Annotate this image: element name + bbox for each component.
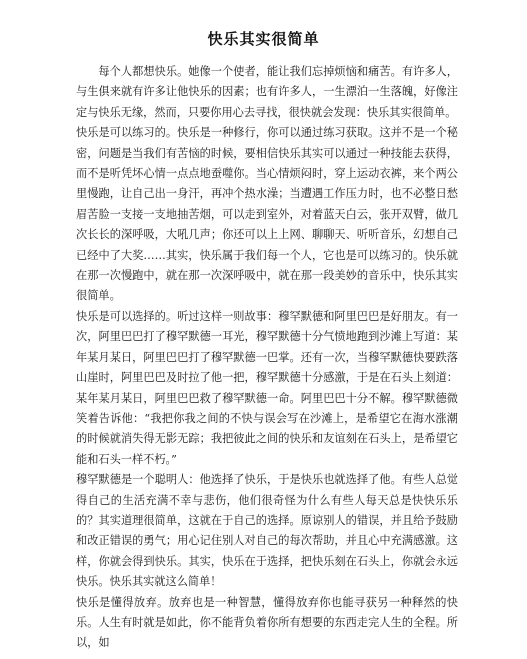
page-title: 快乐其实很简单 (207, 30, 320, 48)
paragraph-practice: 快乐是可以练习的。快乐是一种修行，你可以通过练习获取。这并不是一个秘密，问题是当我们有苦恼的时候，要相信快乐其实可以通过一种技能去获得，而不是听凭坏心情一点点地蚕噬你。当心情烦闷时，穿上运动衣裤，来个两公里慢跑，让自己出一身汗，再冲个热水澡；当遭遇工作压力时，也不必整日愁眉苦脸一支接一支地抽苦烟，可以走到室外，对着蓝天白云，张开双臂，做几次长长的深呼吸，大吼几声；你还可以上上网、聊聊天、听听音乐，幻想自己已经中了大奖……其实，快乐属于我们每一个人，它也是可以练习的。快乐就在那一次慢跑中，就在那一次深呼吸中，就在那一段美妙的音乐中，快乐其实很简单。 (76, 126, 458, 303)
paragraph-intro: 每个人都想快乐。她像一个使者，能让我们忘掉烦恼和痛苦。有许多人，与生俱来就有许多让他快乐的因素；也有许多人，一生漂泊一生落魄，好像注定与快乐无缘，然而，只要你用心去寻找，很快就会发现：快乐其实很简单。 (76, 65, 458, 119)
document-body (76, 62, 458, 654)
paragraph-choice-story: 快乐是可以选择的。听过这样一则故事：穆罕默德和阿里巴巴是好朋友。有一次，阿里巴巴打了穆罕默德一耳光，穆罕默德十分气愤地跑到沙滩上写道：某年某月某日，阿里巴巴打了穆罕默德一巴掌。还有一次，当穆罕默德快要跌落山崖时，阿里巴巴及时拉了他一把，穆罕默德十分感激，于是在石头上刻道：某年某月某日，阿里巴巴救了穆罕默德一命。阿里巴巴十分不解。穆罕默德微笑着告诉他：“我把你我之间的不快与误会写在沙滩上，是希望它在海水涨潮的时候就消失得无影无踪；我把彼此之间的快乐和友谊刻在石头上，是希望它能和石头一样不朽。” (76, 309, 458, 466)
paragraph-choice-reflection: 穆罕默德是一个聪明人：他选择了快乐，于是快乐也就选择了他。有些人总觉得自己的生活充满不幸与悲伤，他们很奇怪为什么有些人每天总是快快乐乐的？其实道理很简单，这就在于自己的选择。原谅别人的错误，并且给予鼓励和改正错误的勇气；用心记住别人对自己的每次帮助，并且心中充满感激。这样，你就会得到快乐。其实，快乐在于选择，把快乐刻在石头上，你就会永远快乐。快乐其实就这么简单！ (76, 473, 458, 589)
paragraph-letting-go: 快乐是懂得放弃。放弃也是一种智慧，懂得放弃你也能寻获另一种释然的快乐。人生有时就是如此，你不能背负着你所有想要的东西走完人生的全程。所以，如 (76, 595, 458, 650)
